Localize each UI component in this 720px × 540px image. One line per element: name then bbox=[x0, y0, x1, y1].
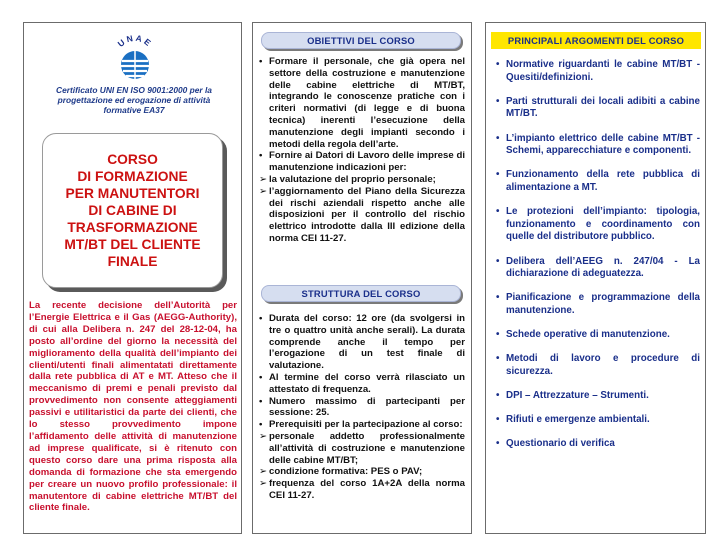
topics-list bbox=[496, 59, 700, 463]
bullet: • bbox=[259, 395, 263, 407]
certification-text: Certificato UNI EN ISO 9001:2000 per la progettazione ed erogazione di attività formative EA37 bbox=[56, 85, 212, 115]
title-line: DI CABINE DI bbox=[88, 203, 177, 218]
list-item: • Prerequisiti per la partecipazione al corso: bbox=[259, 419, 463, 431]
bullet: • bbox=[496, 206, 500, 218]
logo-text: UNAE bbox=[115, 32, 155, 49]
bullet: • bbox=[259, 313, 263, 324]
list-item: ➢ frequenza del corso 1A+2A della norma CEI 11-27. bbox=[259, 478, 465, 501]
course-title-box bbox=[42, 133, 223, 288]
bullet: • bbox=[496, 59, 500, 70]
bullet: • bbox=[496, 169, 500, 181]
bullet: • bbox=[496, 255, 500, 267]
list-item: • Numero massimo di partecipanti per sessione: 25. bbox=[259, 395, 465, 419]
topics-header: PRINCIPALI ARGOMENTI DEL CORSO bbox=[491, 32, 701, 49]
list-item: ➢ l’aggiornamento del Piano della Sicurezza dei rischi aziendali rispetto anche alle disposizioni per il controllo del rischio elettrico introdotte dalla III edizione della norma CEI 11-27. bbox=[259, 185, 465, 244]
structure-header: STRUTTURA DEL CORSO bbox=[261, 285, 461, 302]
course-title bbox=[64, 151, 200, 270]
bullet: • bbox=[259, 56, 263, 67]
bullet: • bbox=[496, 132, 500, 144]
list-item: ➢ personale addetto professionalmente all’attività di costruzione e manutenzione delle cabine MT/BT; bbox=[259, 430, 465, 466]
list-item: • Al termine del corso verrà rilasciato un attestato di frequenza. bbox=[259, 371, 465, 395]
bullet: • bbox=[496, 438, 500, 450]
bullet: • bbox=[496, 390, 500, 402]
list-item: • Formare il personale, che già opera nel settore della costruzione e manutenzione delle cabine elettriche di MT/BT, integrando le conoscenze pratiche con i criteri normativi (di legge e di buona tecnica) inerenti l’esecuzione della manutenzione degli impianti secondo i metodi della regola dell’arte. bbox=[259, 56, 465, 150]
list-item: • DPI – Attrezzature – Strumenti. bbox=[496, 390, 649, 402]
bullet: • bbox=[496, 329, 500, 341]
svg-text:UNAE bbox=[116, 33, 155, 49]
arrow-bullet: ➢ bbox=[259, 185, 268, 197]
list-item: • Delibera dell’AEEG n. 247/04 - La dichiarazione di adeguatezza. bbox=[496, 255, 700, 280]
list-item: • Pianificazione e programmazione della manutenzione. bbox=[496, 292, 700, 316]
objectives-header: OBIETTIVI DEL CORSO bbox=[261, 32, 461, 49]
arrow-bullet: ➢ bbox=[259, 173, 268, 185]
title-line: MT/BT DEL CLIENTE bbox=[64, 237, 201, 252]
bullet: • bbox=[496, 414, 500, 426]
list-item: • Fornire ai Datori di Lavoro delle imprese di manutenzione indicazioni per: bbox=[259, 150, 465, 174]
list-item: • Questionario di verifica bbox=[496, 438, 615, 450]
title-line: FINALE bbox=[107, 254, 158, 269]
list-item: • L’impianto elettrico delle cabine MT/BT - Schemi, apparecchiature e componenti. bbox=[496, 132, 700, 157]
bullet: • bbox=[259, 419, 263, 431]
bullet: • bbox=[259, 150, 263, 162]
title-line: CORSO bbox=[107, 152, 158, 167]
arrow-bullet: ➢ bbox=[259, 478, 268, 490]
unae-logo bbox=[107, 31, 163, 87]
arrow-bullet: ➢ bbox=[259, 430, 268, 442]
bullet: • bbox=[496, 95, 500, 107]
bullet: • bbox=[259, 371, 263, 383]
structure-list bbox=[259, 313, 465, 502]
list-item: • Normative riguardanti le cabine MT/BT - Quesiti/definizioni. bbox=[496, 59, 700, 83]
left-panel bbox=[23, 22, 242, 534]
list-item: • Parti strutturali dei locali adibiti a cabine MT/BT. bbox=[496, 95, 700, 120]
objectives-list bbox=[259, 56, 465, 245]
right-panel bbox=[485, 22, 706, 534]
list-item: • Metodi di lavoro e procedure di sicurezza. bbox=[496, 353, 700, 377]
list-item: ➢ la valutazione del proprio personale; bbox=[259, 173, 436, 185]
title-line: DI FORMAZIONE bbox=[77, 169, 188, 184]
list-item: • Durata del corso: 12 ore (da svolgersi in tre o quattro unità anche serali). La durata comprende anche il tempo per l’erogazione di un test finale di valutazione. bbox=[259, 313, 465, 372]
title-line: TRASFORMAZIONE bbox=[67, 220, 198, 235]
middle-panel bbox=[252, 22, 472, 534]
list-item: • Rifiuti e emergenze ambientali. bbox=[496, 414, 650, 426]
list-item: • Funzionamento della rete pubblica di alimentazione a MT. bbox=[496, 169, 700, 193]
title-line: PER MANUTENTORI bbox=[65, 186, 200, 201]
list-item: • Schede operative di manutenzione. bbox=[496, 329, 670, 341]
list-item: ➢ condizione formativa: PES o PAV; bbox=[259, 466, 423, 478]
list-item: • Le protezioni dell’impianto: tipologia, funzionamento e coordinamento con quelle del distributore pubblico. bbox=[496, 206, 700, 243]
arrow-bullet: ➢ bbox=[259, 466, 268, 478]
bullet: • bbox=[496, 292, 500, 304]
introduction-paragraph: La recente decisione dell’Autorità per l’Energie Elettrica e il Gas (AEGG-Authority), di cui alla Delibera n. 247 del 28-12-04, ha posto all’ordine del giorno la necessità del miglioramento della qualità dell’impianto dei clienti/utenti finali alimentatati direttamente dalla rete pubblica di AT e MT. Atteso che il meccanismo di premi e penali previsto dal provvedimento non consente atteggiamenti passivi e utilitaristici da parte dei clienti, che lo stesso provvedimento impone l’affidamento delle attività di manutenzione ad imprese qualificate, si è ritenuto con questo corso dare una prima risposta alla domanda di formazione che sta emergendo per creare un nuovo profilo professionale: il manutentore di cabine elettriche MT/BT del cliente finale. bbox=[29, 300, 237, 514]
bullet: • bbox=[496, 353, 500, 365]
